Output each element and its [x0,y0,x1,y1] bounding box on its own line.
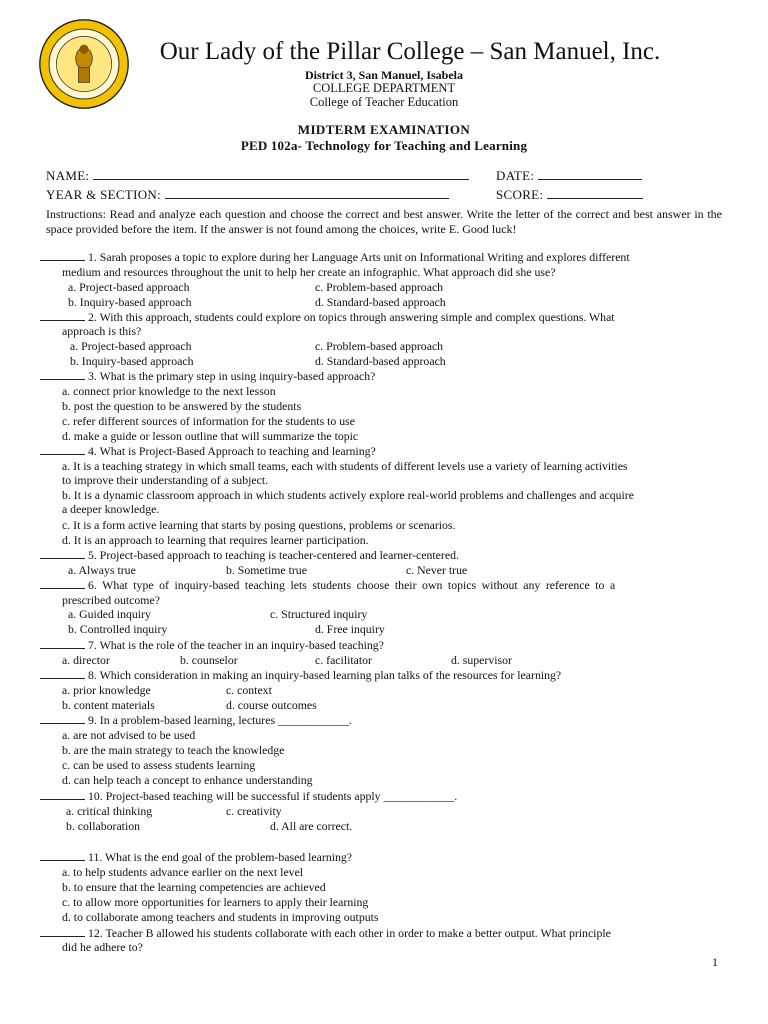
choice-b: b. to ensure that the learning competencies are achieved [62,880,326,894]
date-field[interactable] [496,167,642,184]
name-field[interactable] [46,167,469,184]
question-9 [40,713,352,728]
choice-a: a. Guided inquiry [68,607,151,621]
choice-c: c. Problem-based approach [315,339,444,353]
question-text-cont: did he adhere to? [62,940,143,954]
choice-b: b. Sometime true [226,563,307,577]
choice-c: c. Problem-based approach [315,280,444,294]
choice-b: b. Inquiry-based approach [70,354,194,368]
date-label: DATE: [496,168,535,183]
college-unit-name: College of Teacher Education [309,95,459,109]
choice-b: b. content materials [62,698,155,712]
question-text: 6. What type of inquiry-based teaching lets students choose their own topics without any reference to a [88,578,616,592]
answer-blank[interactable] [40,369,85,380]
question-11 [40,850,352,865]
choice-d: d. It is an approach to learning that requires learner participation. [62,533,369,547]
department-name: COLLEGE DEPARTMENT [312,81,456,95]
choice-a: a. director [62,653,110,667]
choice-a: a. prior knowledge [62,683,151,697]
choice-b: b. Controlled inquiry [68,622,168,636]
question-text: 1. Sarah proposes a topic to explore during her Language Arts unit on Informational Writing and explores different [88,250,630,264]
choice-a: a. to help students advance earlier on the next level [62,865,304,879]
choice-c: c. context [226,683,272,697]
choice-a: a. Project-based approach [70,339,192,353]
answer-blank[interactable] [40,789,85,800]
answer-blank[interactable] [40,926,85,937]
date-blank[interactable] [538,167,642,180]
page-number: 1 [712,955,718,969]
question-3 [40,369,375,384]
choice-a-cont: to improve their understanding of a subject. [62,473,269,487]
question-text-cont: prescribed outcome? [62,593,160,607]
question-7 [40,638,384,653]
choice-c: c. Structured inquiry [270,607,368,621]
choice-c: c. can be used to assess students learning [62,758,256,772]
course-title: PED 102a- Technology for Teaching and Learning [240,138,528,153]
question-1 [40,250,630,265]
question-2 [40,310,615,325]
year-section-label: YEAR & SECTION: [46,187,161,202]
question-12 [40,926,611,941]
answer-blank[interactable] [40,638,85,649]
answer-blank[interactable] [40,850,85,861]
choice-b: b. counselor [180,653,238,667]
choice-c: c. facilitator [315,653,372,667]
question-text: 8. Which consideration in making an inquiry-based learning plan talks of the resources for learning? [88,668,562,682]
question-5 [40,548,459,563]
question-6 [40,578,615,593]
answer-blank[interactable] [40,310,85,321]
college-name: Our Lady of the Pillar College – San Manuel, Inc. [159,38,661,65]
answer-blank[interactable] [40,548,85,559]
choice-a: a. Project-based approach [68,280,190,294]
choice-b: b. collaboration [66,819,141,833]
year-section-field[interactable] [46,186,449,203]
choice-b: b. post the question to be answered by the students [62,399,302,413]
answer-blank[interactable] [40,668,85,679]
answer-blank[interactable] [40,713,85,724]
question-text: 4. What is Project-Based Approach to teaching and learning? [88,444,376,458]
district-address: District 3, San Manuel, Isabela [304,68,463,82]
question-8 [40,668,561,683]
question-text: 9. In a problem-based learning, lectures ____________. [88,713,352,727]
question-10 [40,789,457,804]
choice-a: a. Always true [68,563,136,577]
question-text: 7. What is the role of the teacher in an inquiry-based teaching? [88,638,384,652]
question-text: 11. What is the end goal of the problem-based learning? [88,850,353,864]
choice-a: a. are not advised to be used [62,728,196,742]
question-text: 12. Teacher B allowed his students collaborate with each other in order to make a better output. What principle [88,926,611,940]
choice-a: a. critical thinking [66,804,153,818]
instructions: Instructions: Read and analyze each question and choose the correct and best answer. Write the letter of the correct and best answer in the space provided before the item. If the answer is not found among the choices, write E. Good luck! [46,207,722,236]
choice-a: a. It is a teaching strategy in which small teams, each with students of different levels use a variety of learning activities [62,459,628,473]
score-blank[interactable] [547,186,643,199]
question-text: 3. What is the primary step in using inquiry-based approach? [88,369,376,383]
answer-blank[interactable] [40,578,85,589]
choice-d: d. course outcomes [226,698,317,712]
question-text: 2. With this approach, students could explore on topics through answering simple and complex questions. What [88,310,615,324]
answer-blank[interactable] [40,250,85,261]
choice-a: a. connect prior knowledge to the next lesson [62,384,276,398]
choice-d: d. Standard-based approach [315,354,446,368]
question-text: 5. Project-based approach to teaching is teacher-centered and learner-centered. [88,548,459,562]
name-blank[interactable] [93,167,469,180]
choice-d: d. can help teach a concept to enhance understanding [62,773,313,787]
choice-c: c. refer different sources of information for the students to use [62,414,355,428]
choice-b-cont: a deeper knowledge. [62,502,160,516]
choice-d: d. make a guide or lesson outline that will summarize the topic [62,429,359,443]
question-text-cont: approach is this? [62,324,142,338]
choice-b: b. are the main strategy to teach the knowledge [62,743,285,757]
choice-b: b. Inquiry-based approach [68,295,192,309]
name-label: NAME: [46,168,90,183]
choice-d: d. Free inquiry [315,622,385,636]
question-text: 10. Project-based teaching will be successful if students apply ____________. [88,789,458,803]
year-section-blank[interactable] [165,186,449,199]
choice-b: b. It is a dynamic classroom approach in which students actively explore real-world problems and challenges and acquire [62,488,634,502]
score-label: SCORE: [496,187,544,202]
choice-c: c. Never true [406,563,468,577]
score-field[interactable] [496,186,643,203]
choice-d: d. to collaborate among teachers and students in improving outputs [62,910,379,924]
choice-c: c. creativity [226,804,282,818]
choice-c: c. to allow more opportunities for learners to apply their learning [62,895,369,909]
choice-c: c. It is a form active learning that starts by posing questions, problems or scenarios. [62,518,456,532]
question-4 [40,444,376,459]
exam-title: MIDTERM EXAMINATION [297,122,471,137]
question-text-cont: medium and resources throughout the unit to help her create an infographic. What approach did she use? [62,265,556,279]
answer-blank[interactable] [40,444,85,455]
choice-d: d. supervisor [451,653,512,667]
choice-d: d. Standard-based approach [315,295,446,309]
choice-d: d. All are correct. [270,819,353,833]
